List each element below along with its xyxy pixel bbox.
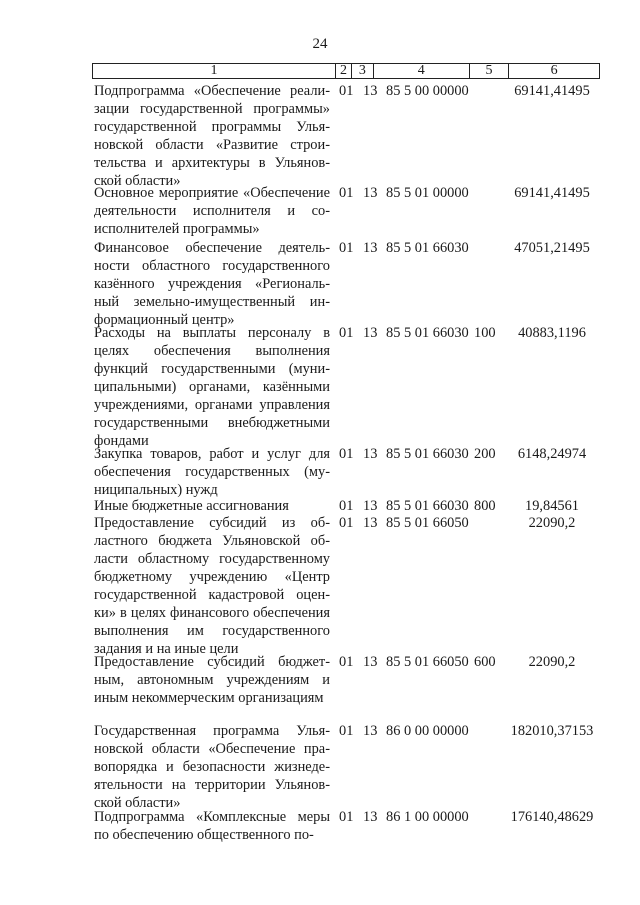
row-target-code: 85 5 01 66050 bbox=[386, 515, 469, 531]
row-subsection: 13 bbox=[363, 723, 378, 739]
row-target-code: 85 5 01 00000 bbox=[386, 185, 469, 201]
row-name: Закупка товаров, работ и услуг для обеспечения государственных (муниципальных) нужд bbox=[94, 446, 330, 498]
row-subsection: 13 bbox=[363, 325, 378, 341]
row-amount: 6148,24974 bbox=[517, 446, 587, 462]
row-section: 01 bbox=[339, 325, 354, 341]
column-header-1: 1 bbox=[93, 64, 336, 78]
row-target-code: 85 5 01 66030 bbox=[386, 240, 469, 256]
row-section: 01 bbox=[339, 83, 354, 99]
row-subsection: 13 bbox=[363, 515, 378, 531]
row-section: 01 bbox=[339, 515, 354, 531]
row-amount: 182010,37153 bbox=[510, 723, 594, 739]
row-section: 01 bbox=[339, 723, 354, 739]
row-section: 01 bbox=[339, 240, 354, 256]
row-amount: 69141,41495 bbox=[514, 185, 590, 201]
row-expense-type: 600 bbox=[474, 654, 496, 670]
row-name: Предоставление субсидий из областного бюджета Ульяновской области областному государственному бюджетному учреждению «Центр государственной кадастровой оценки» в целях финансового обеспечения выполнения им государственного задания и на иные цели bbox=[94, 515, 330, 657]
row-target-code: 86 0 00 00000 bbox=[386, 723, 469, 739]
row-name: Расходы на выплаты персоналу в целях обеспечения выполнения функций государственными (муниципальными) органами, казёнными учреждениями, органами управления государственными внебюджетными фондами bbox=[94, 325, 330, 449]
row-section: 01 bbox=[339, 654, 354, 670]
row-target-code: 85 5 01 66030 bbox=[386, 446, 469, 462]
row-section: 01 bbox=[339, 498, 354, 514]
row-amount: 47051,21495 bbox=[514, 240, 590, 256]
row-expense-type: 100 bbox=[474, 325, 496, 341]
row-target-code: 85 5 00 00000 bbox=[386, 83, 469, 99]
row-amount: 176140,48629 bbox=[510, 809, 594, 825]
row-subsection: 13 bbox=[363, 446, 378, 462]
row-subsection: 13 bbox=[363, 185, 378, 201]
row-target-code: 86 1 00 00000 bbox=[386, 809, 469, 825]
row-subsection: 13 bbox=[363, 240, 378, 256]
row-amount: 19,84561 bbox=[525, 498, 579, 514]
row-name: Основное мероприятие «Обеспечение деятельности исполнителя и соисполнителей программы» bbox=[94, 185, 330, 237]
row-expense-type: 800 bbox=[474, 498, 496, 514]
column-header-4: 4 bbox=[374, 64, 470, 78]
row-subsection: 13 bbox=[363, 654, 378, 670]
row-name: Подпрограмма «Обеспечение реализации государственной программы» государственной программы Ульяновской области «Развитие строительства и архитектуры в Ульяновской области» bbox=[94, 83, 330, 189]
row-amount: 22090,2 bbox=[528, 654, 576, 670]
column-header-6: 6 bbox=[550, 63, 558, 78]
row-name: Подпрограмма «Комплексные меры по обеспечению общественного по- bbox=[94, 809, 330, 843]
row-section: 01 bbox=[339, 809, 354, 825]
row-name: Предоставление субсидий бюджетным, автономным учреждениям и иным некоммерческим организациям bbox=[94, 654, 330, 706]
row-section: 01 bbox=[339, 185, 354, 201]
row-subsection: 13 bbox=[363, 809, 378, 825]
row-subsection: 13 bbox=[363, 498, 378, 514]
row-name: Государственная программа Ульяновской области «Обеспечение правопорядка и безопасности жизнедеятельности на территории Ульяновской области» bbox=[94, 723, 330, 811]
row-amount: 69141,41495 bbox=[514, 83, 590, 99]
row-name: Иные бюджетные ассигнования bbox=[94, 498, 289, 514]
row-name: Финансовое обеспечение деятельности областного государственного казённого учреждения «Региональный земельно-имущественный информационный центр» bbox=[94, 240, 330, 328]
row-target-code: 85 5 01 66030 bbox=[386, 498, 469, 514]
table-header bbox=[92, 63, 600, 79]
row-section: 01 bbox=[339, 446, 354, 462]
row-target-code: 85 5 01 66050 bbox=[386, 654, 469, 670]
column-header-5: 5 bbox=[470, 64, 510, 78]
row-expense-type: 200 bbox=[474, 446, 496, 462]
row-target-code: 85 5 01 66030 bbox=[386, 325, 469, 341]
page-number: 24 bbox=[312, 36, 328, 52]
row-amount: 40883,1196 bbox=[518, 325, 586, 341]
column-header-3: 3 bbox=[352, 64, 374, 78]
row-subsection: 13 bbox=[363, 83, 378, 99]
column-header-2: 2 bbox=[336, 64, 352, 78]
row-amount: 22090,2 bbox=[528, 515, 576, 531]
